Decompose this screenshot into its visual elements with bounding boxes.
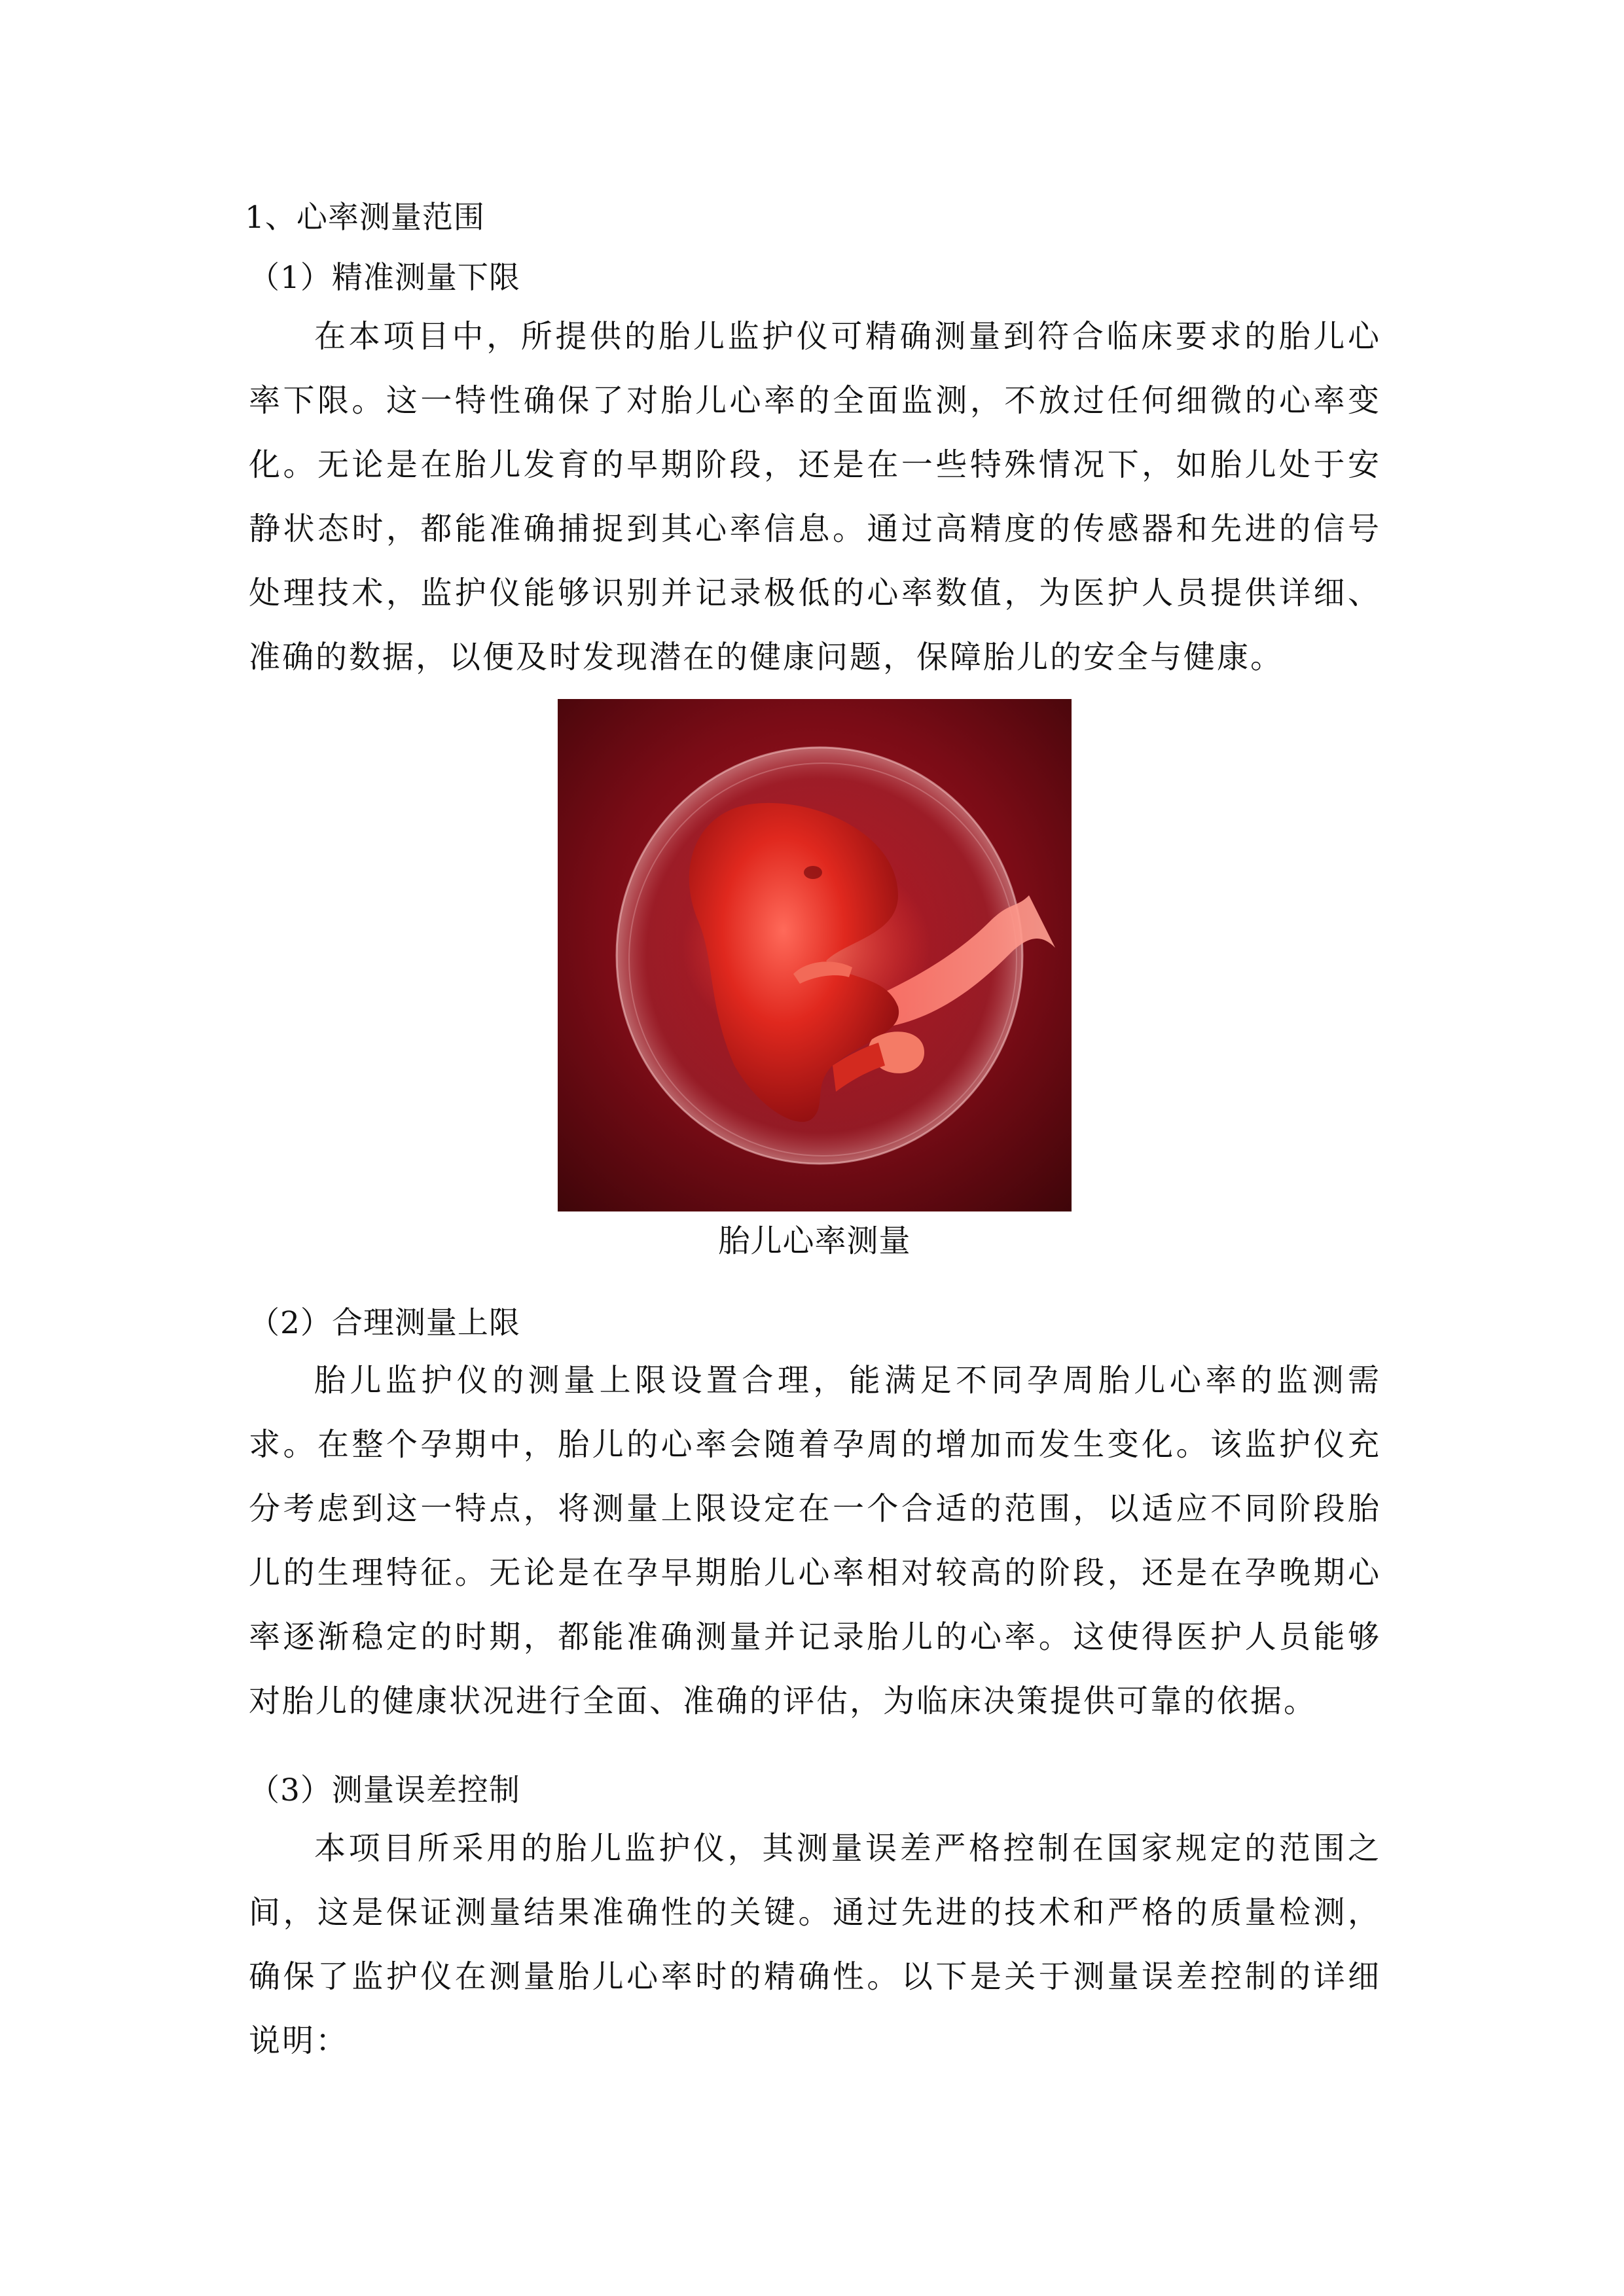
subsection-heading-lower-limit: （1）精准测量下限 <box>249 260 520 296</box>
figure-caption: 胎儿心率测量 <box>718 1223 911 1259</box>
fetus-figure <box>558 699 1072 1211</box>
subsection-heading-upper-limit: （2）合理测量上限 <box>249 1305 520 1341</box>
paragraph-error-control: 本项目所采用的胎儿监护仪，其测量误差严格控制在国家规定的范围之间，这是保证测量结果准确性的关键。通过先进的技术和严格的质量检测，确保了监护仪在测量胎儿心率时的精确性。以下是关于测量误差控制的详细说明： <box>249 1830 1381 2059</box>
paragraph-upper-limit: 胎儿监护仪的测量上限设置合理，能满足不同孕周胎儿心率的监测需求。在整个孕期中，胎儿的心率会随着孕周的增加而发生变化。该监护仪充分考虑到这一特点，将测量上限设定在一个合适的范围，以适应不同阶段胎儿的生理特征。无论是在孕早期胎儿心率相对较高的阶段，还是在孕晚期心率逐渐稳定的时期，都能准确测量并记录胎儿的心率。这使得医护人员能够对胎儿的健康状况进行全面、准确的评估，为临床决策提供可靠的依据。 <box>249 1362 1381 1719</box>
section-heading: 1、心率测量范围 <box>245 200 485 236</box>
fetus-illustration-icon <box>558 699 1072 1211</box>
paragraph-lower-limit: 在本项目中，所提供的胎儿监护仪可精确测量到符合临床要求的胎儿心率下限。这一特性确保了对胎儿心率的全面监测，不放过任何细微的心率变化。无论是在胎儿发育的早期阶段，还是在一些特殊情况下，如胎儿处于安静状态时，都能准确捕捉到其心率信息。通过高精度的传感器和先进的信号处理技术，监护仪能够识别并记录极低的心率数值，为医护人员提供详细、准确的数据，以便及时发现潜在的健康问题，保障胎儿的安全与健康。 <box>249 318 1381 675</box>
subsection-heading-error-control: （3）测量误差控制 <box>249 1772 520 1808</box>
